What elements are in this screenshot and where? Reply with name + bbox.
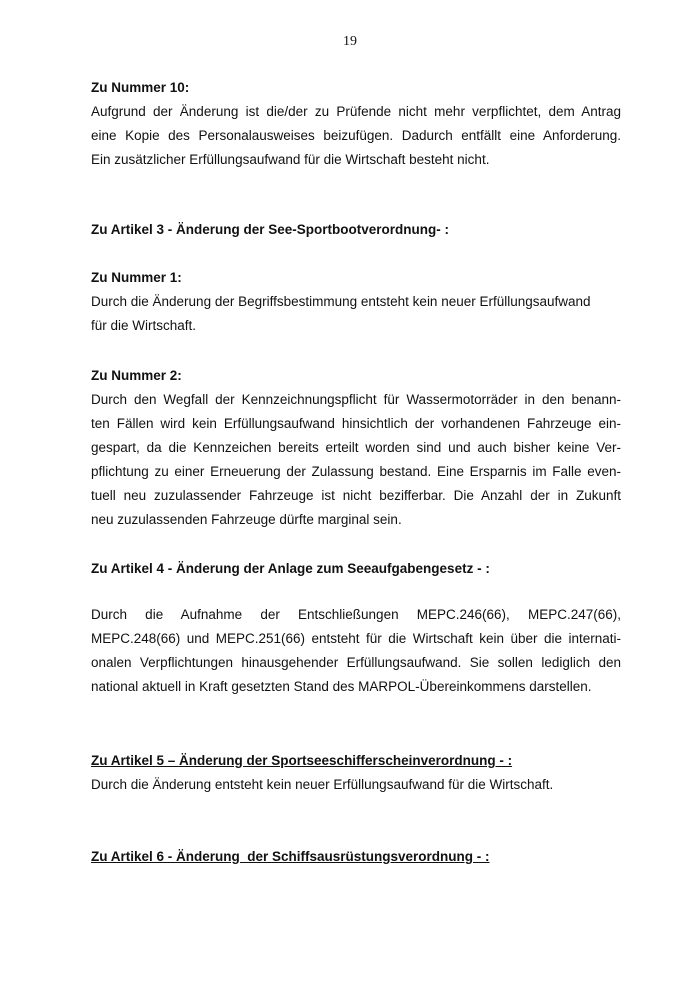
section-artikel-3-nummer-2 [91, 364, 621, 532]
section-heading: Zu Artikel 3 - Änderung der See-Sportbootverordnung- : [91, 222, 450, 237]
section-artikel-4 [91, 557, 621, 699]
section-heading: Zu Artikel 5 – Änderung der Sportseeschifferscheinverordnung - : [91, 753, 513, 768]
body-line: pflichtung zu einer Erneuerung der Zulassung bestand. Eine Ersparnis im Falle even- [91, 464, 621, 479]
section-artikel-6 [91, 845, 621, 869]
body-line: Durch die Änderung entsteht kein neuer Erfüllungsaufwand für die Wirtschaft. [91, 777, 554, 792]
page-number: 19 [343, 34, 357, 49]
section-heading: Zu Nummer 10: [91, 80, 190, 95]
body-line: tuell neu zuzulassender Fahrzeuge ist nicht bezifferbar. Die Anzahl der in Zukunft [91, 488, 621, 503]
body-line: eine Kopie des Personalausweises beizufügen. Dadurch entfällt eine Anforderung. [91, 128, 621, 143]
section-heading: Zu Nummer 1: [91, 270, 182, 285]
body-line: Durch die Aufnahme der Entschließungen MEPC.246(66), MEPC.247(66), [91, 607, 621, 622]
body-line: Durch den Wegfall der Kennzeichnungspflicht für Wassermotorräder in den benann- [91, 392, 621, 407]
body-line: ten Fällen wird kein Erfüllungsaufwand hinsichtlich der vorhandenen Fahrzeuge ein- [91, 416, 621, 431]
section-body [91, 603, 621, 699]
section-artikel-5 [91, 749, 621, 797]
body-line: onalen Verpflichtungen hinausgehender Erfüllungsaufwand. Sie sollen lediglich den [91, 655, 621, 670]
section-heading: Zu Artikel 4 - Änderung der Anlage zum Seeaufgabengesetz - : [91, 561, 490, 576]
body-line: MEPC.248(66) und MEPC.251(66) entsteht für die Wirtschaft kein über die internati- [91, 631, 621, 646]
section-body [91, 388, 621, 532]
section-body [91, 773, 621, 797]
body-line: Durch die Änderung der Begriffsbestimmung entsteht kein neuer Erfüllungsaufwand [91, 294, 591, 309]
body-line: national aktuell in Kraft gesetzten Stand des MARPOL-Übereinkommens darstellen. [91, 679, 592, 694]
body-line: Aufgrund der Änderung ist die/der zu Prüfende nicht mehr verpflichtet, dem Antrag [91, 104, 621, 119]
body-line: Ein zusätzlicher Erfüllungsaufwand für die Wirtschaft besteht nicht. [91, 152, 490, 167]
section-body [91, 290, 621, 338]
body-line: für die Wirtschaft. [91, 318, 197, 333]
body-line: gespart, da die Kennzeichen bereits erteilt worden sind und auch bisher keine Ver- [91, 440, 621, 455]
section-artikel-3-nummer-1 [91, 266, 621, 338]
body-line: neu zuzulassenden Fahrzeuge dürfte marginal sein. [91, 512, 402, 527]
section-nummer-10 [91, 76, 621, 172]
section-heading: Zu Nummer 2: [91, 368, 182, 383]
section-body [91, 100, 621, 172]
section-artikel-3 [91, 218, 621, 242]
section-heading: Zu Artikel 6 - Änderung der Schiffsausrüstungsverordnung - : [91, 849, 490, 864]
